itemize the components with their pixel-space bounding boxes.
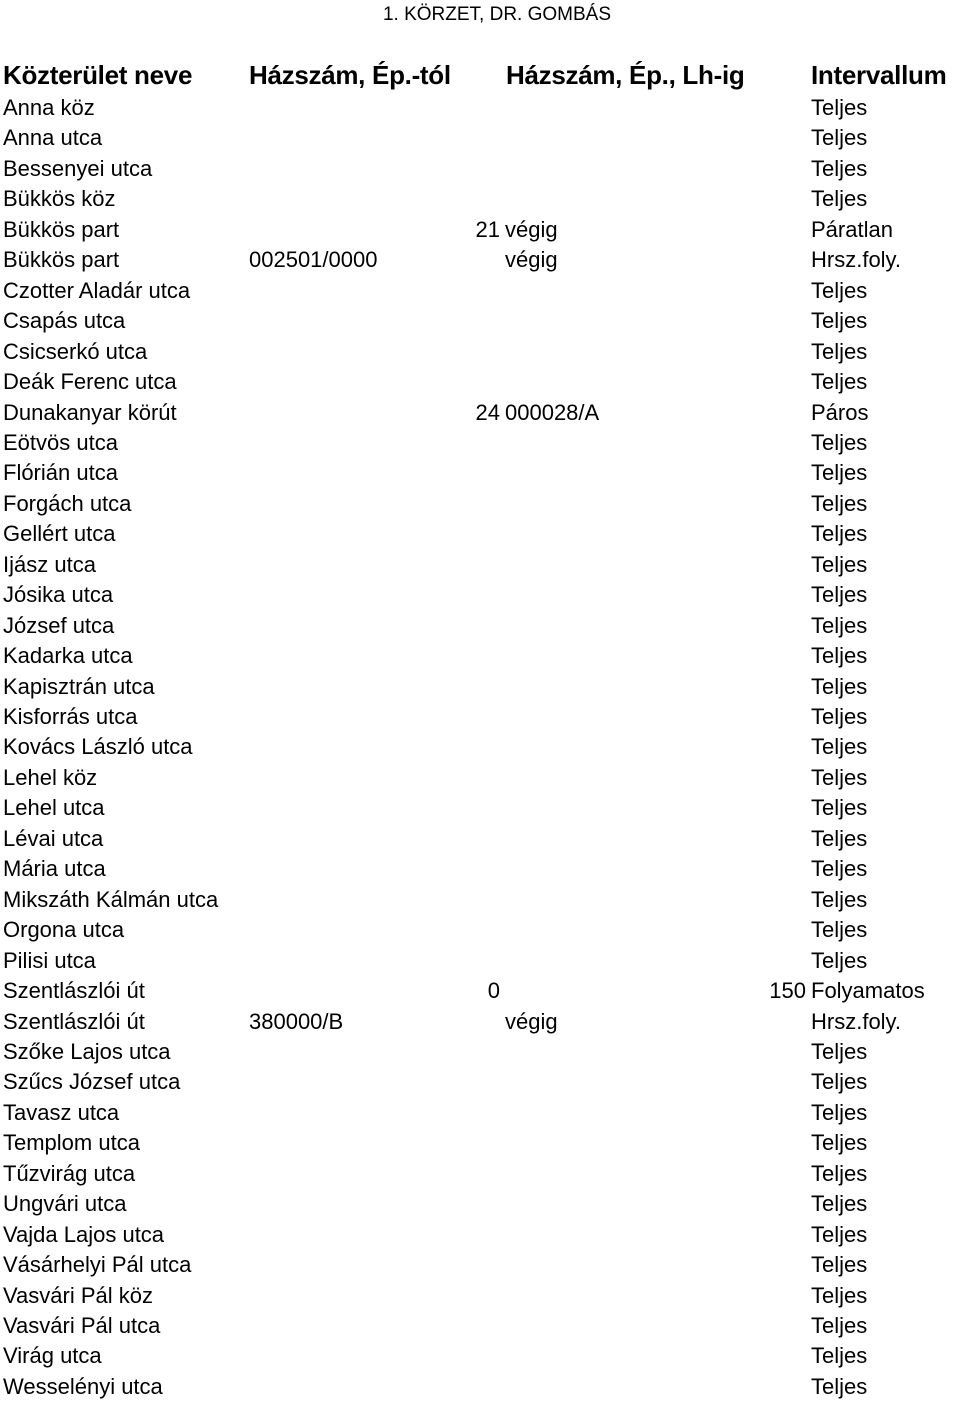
interval: Folyamatos — [811, 978, 925, 1004]
table-row — [0, 1161, 960, 1191]
street-name: Mikszáth Kálmán utca — [3, 886, 219, 912]
street-name: József utca — [3, 612, 115, 638]
interval: Teljes — [811, 338, 868, 364]
street-name: Vasvári Pál köz — [3, 1282, 153, 1308]
street-name: Tűzvirág utca — [3, 1160, 136, 1186]
street-name: Bükkös part — [3, 216, 120, 242]
table-row — [0, 430, 960, 460]
table-row — [0, 1191, 960, 1221]
street-name: Lehel utca — [3, 795, 105, 821]
header-house-from: Házszám, Ép.-tól — [249, 60, 451, 90]
street-name: Tavasz utca — [3, 1099, 120, 1125]
street-name: Orgona utca — [3, 917, 125, 943]
street-name: Lehel köz — [3, 764, 98, 790]
street-name: Csapás utca — [3, 308, 126, 334]
interval: Teljes — [811, 856, 868, 882]
interval: Teljes — [811, 1069, 868, 1095]
interval: Teljes — [811, 1191, 868, 1217]
house-to: végig — [505, 1008, 558, 1034]
table-row — [0, 613, 960, 643]
street-name: Bükkös part — [3, 247, 120, 273]
street-name: Gellért utca — [3, 521, 116, 547]
table-row — [0, 1130, 960, 1160]
interval: Teljes — [811, 917, 868, 943]
street-name: Vajda Lajos utca — [3, 1221, 165, 1247]
street-name: Szentlászlói út — [3, 978, 145, 1004]
street-name: Vásárhelyi Pál utca — [3, 1252, 192, 1278]
street-name: Jósika utca — [3, 582, 114, 608]
interval: Teljes — [811, 612, 868, 638]
street-name: Kadarka utca — [3, 643, 133, 669]
interval: Teljes — [811, 1373, 868, 1399]
table-row — [0, 369, 960, 399]
street-name: Deák Ferenc utca — [3, 369, 177, 395]
street-name: Bessenyei utca — [3, 155, 153, 181]
table-row — [0, 887, 960, 917]
table-row — [0, 734, 960, 764]
interval: Teljes — [811, 1343, 868, 1369]
interval: Teljes — [811, 521, 868, 547]
street-name: Vasvári Pál utca — [3, 1313, 161, 1338]
table-row — [0, 856, 960, 886]
interval: Teljes — [811, 1313, 868, 1338]
street-name: Csicserkó utca — [3, 338, 148, 364]
interval: Teljes — [811, 643, 868, 669]
interval: Teljes — [811, 1038, 868, 1064]
table-row — [0, 186, 960, 216]
interval: Teljes — [811, 155, 868, 181]
house-from-number: 0 — [487, 978, 500, 1004]
house-from: 002501/0000 — [249, 247, 378, 273]
interval: Teljes — [811, 186, 868, 212]
header-street-name: Közterület neve — [3, 60, 193, 90]
street-name: Pilisi utca — [3, 947, 96, 973]
house-from-number: 24 — [475, 399, 500, 425]
table-row — [0, 1039, 960, 1069]
table-row — [0, 552, 960, 582]
table-row — [0, 278, 960, 308]
table-row — [0, 247, 960, 277]
header-house-to: Házszám, Ép., Lh-ig — [506, 60, 745, 90]
table-row — [0, 400, 960, 430]
interval: Teljes — [811, 429, 868, 455]
street-name: Szentlászlói út — [3, 1008, 145, 1034]
table-row — [0, 1222, 960, 1252]
table-row — [0, 339, 960, 369]
house-to: 000028/A — [505, 399, 600, 425]
interval: Teljes — [811, 460, 868, 486]
table-row — [0, 125, 960, 155]
street-name: Szűcs József utca — [3, 1069, 181, 1095]
street-name: Anna utca — [3, 125, 103, 151]
interval: Páros — [811, 399, 869, 425]
table-row — [0, 521, 960, 551]
interval: Teljes — [811, 308, 868, 334]
street-name: Ijász utca — [3, 551, 96, 577]
header-interval: Intervallum — [811, 60, 947, 90]
interval: Hrsz.foly. — [811, 1008, 902, 1034]
street-name: Kovács László utca — [3, 734, 193, 760]
table-row — [0, 948, 960, 978]
interval: Teljes — [811, 1221, 868, 1247]
table-row — [0, 95, 960, 125]
interval: Teljes — [811, 277, 868, 303]
interval: Teljes — [811, 764, 868, 790]
interval: Teljes — [811, 369, 868, 395]
street-name: Templom utca — [3, 1130, 140, 1156]
interval: Teljes — [811, 125, 868, 151]
interval: Teljes — [811, 490, 868, 516]
interval: Teljes — [811, 95, 868, 120]
interval: Teljes — [811, 1130, 868, 1156]
table-row — [0, 1252, 960, 1282]
street-name: Wesselényi utca — [3, 1373, 163, 1399]
street-name: Eötvös utca — [3, 429, 118, 455]
table-row — [0, 156, 960, 186]
interval: Páratlan — [811, 216, 893, 242]
street-name: Czotter Aladár utca — [3, 277, 191, 303]
house-to: végig — [505, 216, 558, 242]
table-row — [0, 1100, 960, 1130]
table-row — [0, 1069, 960, 1099]
street-name: Lévai utca — [3, 825, 104, 851]
table-row — [0, 643, 960, 673]
table-row — [0, 674, 960, 704]
table-row — [0, 1343, 960, 1373]
table-row — [0, 978, 960, 1008]
interval: Teljes — [811, 1282, 868, 1308]
house-to-number: 150 — [769, 978, 806, 1004]
house-from-number: 21 — [475, 216, 500, 242]
interval: Teljes — [811, 673, 868, 699]
table-row — [0, 491, 960, 521]
street-name: Kisforrás utca — [3, 704, 138, 729]
interval: Teljes — [811, 551, 868, 577]
street-name: Virág utca — [3, 1343, 102, 1369]
table-row — [0, 917, 960, 947]
table-row — [0, 460, 960, 490]
street-name: Kapisztrán utca — [3, 673, 155, 699]
interval: Teljes — [811, 582, 868, 608]
table-row — [0, 217, 960, 247]
table-row — [0, 1283, 960, 1313]
page-title: 1. KÖRZET, DR. GOMBÁS — [382, 4, 612, 25]
house-to: végig — [505, 247, 558, 273]
interval: Teljes — [811, 947, 868, 973]
interval: Teljes — [811, 825, 868, 851]
street-name: Szőke Lajos utca — [3, 1038, 171, 1064]
street-name: Forgách utca — [3, 490, 132, 516]
table-row — [0, 1374, 960, 1404]
street-name: Dunakanyar körút — [3, 399, 177, 425]
interval: Teljes — [811, 1160, 868, 1186]
table-row — [0, 308, 960, 338]
street-name: Ungvári utca — [3, 1191, 127, 1217]
table-row — [0, 1009, 960, 1039]
street-name: Bükkös köz — [3, 186, 116, 212]
interval: Hrsz.foly. — [811, 247, 902, 273]
interval: Teljes — [811, 795, 868, 821]
interval: Teljes — [811, 704, 868, 729]
table-row — [0, 826, 960, 856]
interval: Teljes — [811, 886, 868, 912]
street-name: Anna köz — [3, 95, 95, 120]
table-row — [0, 765, 960, 795]
table-row — [0, 1313, 960, 1343]
interval: Teljes — [811, 1252, 868, 1278]
table-row — [0, 582, 960, 612]
interval: Teljes — [811, 1099, 868, 1125]
interval: Teljes — [811, 734, 868, 760]
street-name: Mária utca — [3, 856, 106, 882]
street-name: Flórián utca — [3, 460, 118, 486]
house-from: 380000/B — [249, 1008, 344, 1034]
table-row — [0, 795, 960, 825]
table-row — [0, 704, 960, 734]
